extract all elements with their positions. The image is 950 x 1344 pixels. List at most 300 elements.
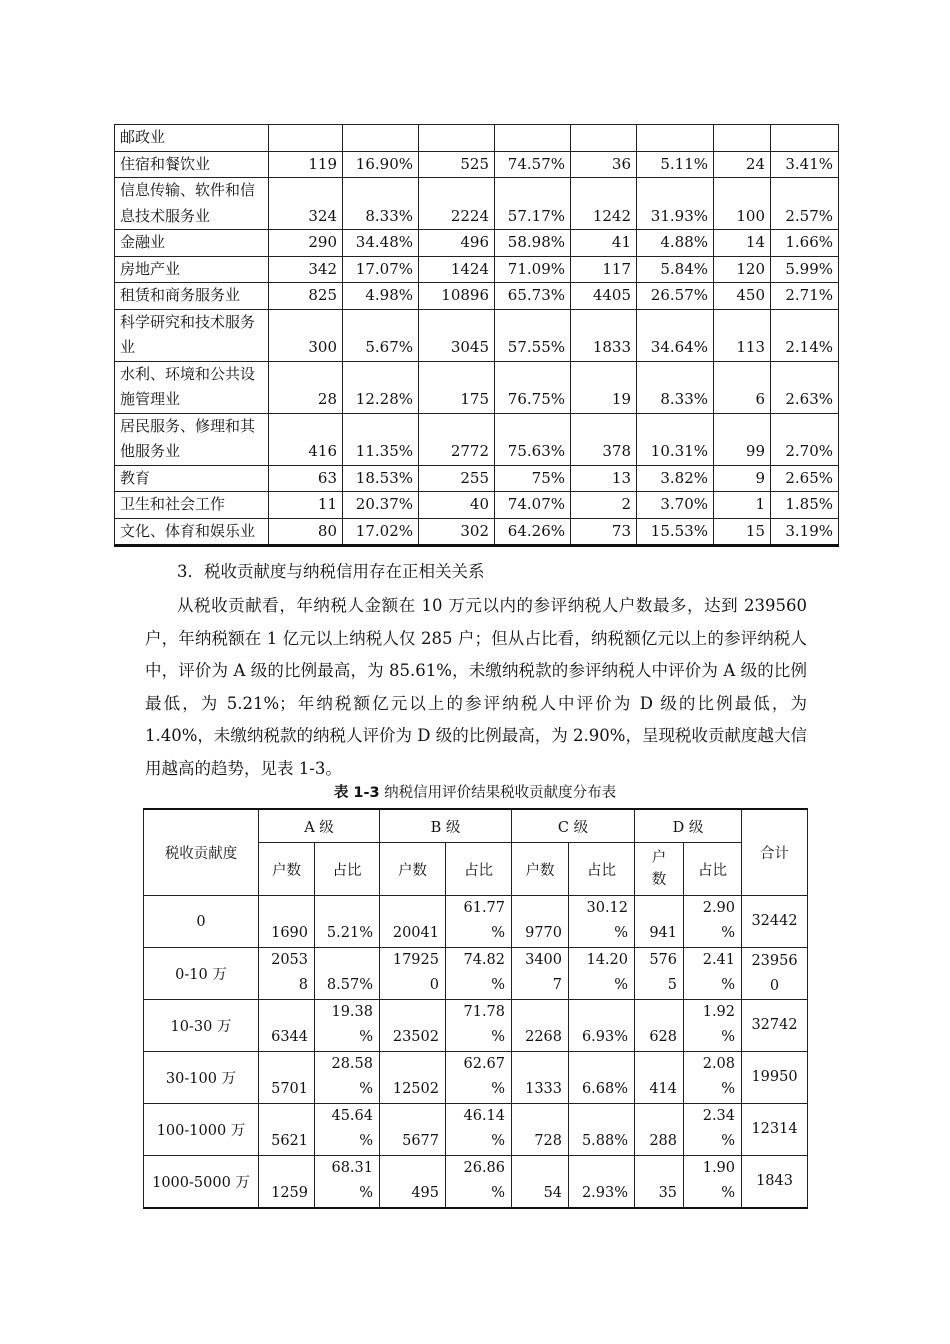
table-cell: 3045 — [419, 309, 495, 361]
table-cell — [259, 1052, 315, 1104]
cell-line: 1.92 — [702, 1004, 736, 1020]
table-cell — [684, 1104, 742, 1156]
cell-line: 28.58 — [331, 1056, 373, 1072]
table-cell: 175 — [419, 361, 495, 413]
cell-content — [263, 1104, 308, 1154]
cell-line: 23502 — [392, 1029, 439, 1045]
table-cell — [259, 896, 315, 948]
cell-content — [639, 1000, 677, 1050]
table-row — [144, 1156, 808, 1209]
table-cell: 1.85% — [771, 492, 839, 519]
table-cell — [684, 948, 742, 1000]
paragraph-text: 从税收贡献看，年纳税人金额在 10 万元以内的参评纳税人户数最多，达到 239560 户，年纳税额在 1 亿元以上纳税人仅 285 户；但从占比看，纳税额亿元以上的参评纳税人中，评价为 A 级的比例最高，为 85.61%，未缴纳税款的参评纳税人中评价为 A 级的比例最低，为 5.21%；年纳税额亿元以上的参评纳税人中评价为 D 级的比例最低，为 1.40%，未缴纳税款的纳税人评价为 D 级的比例最高，为 2.90%，呈现税收贡献度越大信用越高的趋势，见表 1-3。 — [145, 596, 807, 778]
industry-name: 金融业 — [115, 230, 269, 257]
table-row — [115, 178, 839, 230]
table-cell: 31.93% — [637, 178, 714, 230]
table-cell — [569, 1000, 635, 1052]
table-cell — [380, 896, 446, 948]
cell-line: 2.93% — [581, 1185, 629, 1201]
table-cell: 5.11% — [637, 151, 714, 178]
table-cell: 16.90% — [343, 151, 419, 178]
table-cell: 19 — [571, 361, 637, 413]
table-cell — [259, 1156, 315, 1209]
table-row — [144, 896, 808, 948]
cell-content — [516, 896, 562, 946]
industry-credit-table — [114, 124, 839, 547]
table-cell: 34.48% — [343, 230, 419, 257]
cell-content — [573, 896, 628, 946]
table-cell — [635, 1000, 684, 1052]
table-cell: 6 — [714, 361, 771, 413]
table-cell: 2.14% — [771, 309, 839, 361]
table-cell: 41 — [571, 230, 637, 257]
table-row — [144, 948, 808, 1000]
table-row — [115, 125, 839, 152]
table-cell: 15.53% — [637, 518, 714, 546]
cell-line: 54 — [543, 1185, 563, 1201]
table-cell: 1424 — [419, 256, 495, 283]
table-cell — [446, 1000, 512, 1052]
table-cell: 13 — [571, 465, 637, 492]
table-cell — [315, 948, 380, 1000]
cell-line: 2053 — [271, 952, 308, 968]
cell-line: 3400 — [525, 952, 563, 968]
cell-content — [319, 896, 373, 946]
table-cell: 18.53% — [343, 465, 419, 492]
table-row — [115, 309, 839, 361]
cell-line: 628 — [649, 1029, 678, 1045]
industry-table-body — [115, 125, 839, 546]
header-group-b: B 级 — [380, 809, 512, 843]
table-cell — [512, 1052, 569, 1104]
table-cell: 57.55% — [495, 309, 571, 361]
row-total: 12314 — [742, 1104, 808, 1156]
table-row — [115, 256, 839, 283]
cell-line: 68.31 — [331, 1160, 373, 1176]
table-cell — [259, 1104, 315, 1156]
cell-line: 2.90 — [702, 900, 736, 916]
table-cell: 14 — [714, 230, 771, 257]
table-cell — [315, 1000, 380, 1052]
table-cell: 57.17% — [495, 178, 571, 230]
table-cell: 74.07% — [495, 492, 571, 519]
industry-name: 卫生和社会工作 — [115, 492, 269, 519]
table-cell: 255 — [419, 465, 495, 492]
cell-content — [384, 948, 439, 998]
cell-content — [263, 948, 308, 998]
table-cell — [315, 896, 380, 948]
cell-content — [573, 1156, 628, 1206]
row-total: 32742 — [742, 1000, 808, 1052]
table-cell: 3.82% — [637, 465, 714, 492]
table-cell: 496 — [419, 230, 495, 257]
table-cell: 36 — [571, 151, 637, 178]
table-cell — [635, 1052, 684, 1104]
contribution-range: 10-30 万 — [144, 1000, 259, 1052]
cell-content — [319, 1156, 373, 1206]
table-cell — [635, 1104, 684, 1156]
cell-content — [450, 1052, 505, 1102]
cell-line: 1333 — [525, 1081, 563, 1097]
table-row — [115, 151, 839, 178]
table-cell — [684, 1052, 742, 1104]
cell-content — [450, 948, 505, 998]
cell-line: 576 — [649, 952, 678, 968]
table-cell — [571, 125, 637, 152]
industry-name: 科学研究和技术服务业 — [115, 309, 269, 361]
cell-line: % — [721, 925, 736, 941]
table-cell — [259, 948, 315, 1000]
table-cell — [635, 948, 684, 1000]
table-cell — [446, 1052, 512, 1104]
industry-name: 居民服务、修理和其他服务业 — [115, 413, 269, 465]
row-total: 23956 0 — [742, 948, 808, 1000]
table-title: 纳税信用评价结果税收贡献度分布表 — [384, 785, 617, 801]
cell-line: % — [721, 1133, 736, 1149]
cell-line: % — [491, 1185, 506, 1201]
table-cell — [315, 1156, 380, 1209]
cell-line: % — [491, 977, 506, 993]
cell-line: 2.41 — [702, 952, 736, 968]
header-sub: 户 数 — [635, 843, 684, 896]
table-cell: 26.57% — [637, 283, 714, 310]
table-cell — [714, 125, 771, 152]
cell-content — [384, 1104, 439, 1154]
table-cell: 3.19% — [771, 518, 839, 546]
table-cell: 11 — [269, 492, 343, 519]
table-cell: 2224 — [419, 178, 495, 230]
table-cell: 9 — [714, 465, 771, 492]
cell-content — [639, 1156, 677, 1206]
section-heading: 3．税收贡献度与纳税信用存在正相关关系 — [177, 562, 485, 581]
table-cell: 1.66% — [771, 230, 839, 257]
table-cell — [569, 1052, 635, 1104]
table-row — [115, 283, 839, 310]
cell-line: % — [359, 1185, 373, 1201]
table-cell: 5.99% — [771, 256, 839, 283]
table-cell: 1833 — [571, 309, 637, 361]
cell-content — [573, 1052, 628, 1102]
cell-line: 1259 — [271, 1185, 308, 1201]
table-cell: 2.65% — [771, 465, 839, 492]
table-cell: 10896 — [419, 283, 495, 310]
cell-content — [688, 896, 735, 946]
cell-line: 0 — [429, 977, 439, 993]
cell-line: 6344 — [271, 1029, 308, 1045]
table-cell: 74.57% — [495, 151, 571, 178]
table-cell — [684, 1156, 742, 1209]
header-sub: 占比 — [446, 843, 512, 896]
table-cell — [315, 1104, 380, 1156]
table-cell: 40 — [419, 492, 495, 519]
header-sub: 占比 — [684, 843, 742, 896]
cell-content — [516, 1000, 562, 1050]
row-total: 32442 — [742, 896, 808, 948]
industry-name: 教育 — [115, 465, 269, 492]
cell-content — [516, 1052, 562, 1102]
cell-line: 1690 — [271, 925, 308, 941]
table-cell: 5.67% — [343, 309, 419, 361]
header-group-a: A 级 — [259, 809, 380, 843]
cell-content — [384, 1052, 439, 1102]
table-cell — [446, 896, 512, 948]
cell-content — [639, 896, 677, 946]
cell-content — [384, 1156, 439, 1206]
cell-line: 941 — [649, 925, 678, 941]
cell-content — [573, 1104, 628, 1154]
contribution-range: 30-100 万 — [144, 1052, 259, 1104]
table-cell: 324 — [269, 178, 343, 230]
table-cell — [512, 1000, 569, 1052]
cell-content — [319, 1000, 373, 1050]
table-cell: 15 — [714, 518, 771, 546]
table-cell — [684, 1000, 742, 1052]
table-cell: 10.31% — [637, 413, 714, 465]
table-cell: 76.75% — [495, 361, 571, 413]
table-cell: 300 — [269, 309, 343, 361]
cell-line: % — [614, 925, 629, 941]
table-cell — [512, 1104, 569, 1156]
table-row — [115, 492, 839, 519]
cell-content — [639, 948, 677, 998]
table-cell: 58.98% — [495, 230, 571, 257]
cell-line: % — [721, 1185, 736, 1201]
table-cell — [569, 948, 635, 1000]
cell-content — [263, 1156, 308, 1206]
header-sub: 占比 — [569, 843, 635, 896]
cell-content — [263, 1000, 308, 1050]
industry-name: 水利、环境和公共设施管理业 — [115, 361, 269, 413]
table-cell: 2772 — [419, 413, 495, 465]
cell-line: 1.90 — [702, 1160, 736, 1176]
table-cell: 73 — [571, 518, 637, 546]
cell-content — [450, 1000, 505, 1050]
cell-line: 26.86 — [463, 1160, 506, 1176]
cell-line: 20041 — [392, 925, 439, 941]
table-cell — [380, 1104, 446, 1156]
header-sub: 户数 — [512, 843, 569, 896]
cell-content — [450, 1104, 505, 1154]
cell-line: 495 — [411, 1185, 439, 1201]
header-group-c: C 级 — [512, 809, 635, 843]
table-cell: 24 — [714, 151, 771, 178]
table-cell: 2 — [571, 492, 637, 519]
table-row — [144, 1000, 808, 1052]
table-cell: 71.09% — [495, 256, 571, 283]
cell-content — [263, 1052, 308, 1102]
cell-line: % — [491, 1081, 506, 1097]
table-caption — [0, 781, 950, 802]
table-cell — [635, 896, 684, 948]
cell-content — [384, 1000, 439, 1050]
table-cell — [684, 896, 742, 948]
table-cell — [380, 1052, 446, 1104]
table-row — [115, 230, 839, 257]
cell-content — [319, 948, 373, 998]
table-cell — [771, 125, 839, 152]
cell-line: 2268 — [525, 1029, 563, 1045]
cell-line: 17925 — [392, 952, 439, 968]
cell-line: 728 — [534, 1133, 563, 1149]
cell-line: 5677 — [402, 1133, 439, 1149]
table-cell: 1 — [714, 492, 771, 519]
cell-line: 61.77 — [463, 900, 506, 916]
contribution-table-body — [144, 896, 808, 1209]
cell-line: 74.82 — [463, 952, 506, 968]
table-cell: 12.28% — [343, 361, 419, 413]
cell-line: % — [359, 1029, 373, 1045]
cell-content — [639, 1052, 677, 1102]
table-cell: 2.57% — [771, 178, 839, 230]
cell-line: 9770 — [525, 925, 563, 941]
table-cell — [637, 125, 714, 152]
table-cell: 825 — [269, 283, 343, 310]
contribution-range: 0-10 万 — [144, 948, 259, 1000]
cell-line: 46.14 — [463, 1108, 506, 1124]
header-sub: 户数 — [380, 843, 446, 896]
table-cell: 5.84% — [637, 256, 714, 283]
body-paragraph — [145, 590, 807, 785]
table-cell: 3.41% — [771, 151, 839, 178]
cell-content — [688, 1156, 735, 1206]
table-cell: 100 — [714, 178, 771, 230]
header-row-label: 税收贡献度 — [144, 809, 259, 896]
cell-line: % — [721, 1029, 736, 1045]
table-row — [144, 1104, 808, 1156]
table-cell — [569, 896, 635, 948]
cell-content — [688, 948, 735, 998]
table-cell — [269, 125, 343, 152]
table-cell — [380, 1156, 446, 1209]
table-row — [115, 413, 839, 465]
table-cell: 8.33% — [343, 178, 419, 230]
table-cell — [343, 125, 419, 152]
table-cell — [512, 1156, 569, 1209]
table-cell: 2.63% — [771, 361, 839, 413]
cell-line: 288 — [649, 1133, 678, 1149]
table-cell: 75.63% — [495, 413, 571, 465]
table-cell: 525 — [419, 151, 495, 178]
cell-line: 35 — [658, 1185, 678, 1201]
cell-line: 5 — [667, 977, 678, 993]
table-cell: 17.02% — [343, 518, 419, 546]
table-cell — [259, 1000, 315, 1052]
table-cell: 11.35% — [343, 413, 419, 465]
cell-line: % — [614, 977, 629, 993]
cell-content — [516, 948, 562, 998]
cell-content — [573, 948, 628, 998]
cell-line: 30.12 — [586, 900, 629, 916]
table-cell: 450 — [714, 283, 771, 310]
cell-line: 2.34 — [702, 1108, 736, 1124]
industry-name: 文化、体育和娱乐业 — [115, 518, 269, 546]
cell-content — [688, 1104, 735, 1154]
cell-content — [516, 1156, 562, 1206]
table-cell — [446, 1156, 512, 1209]
table-cell — [315, 1052, 380, 1104]
cell-line: 5701 — [271, 1081, 308, 1097]
table-cell: 20.37% — [343, 492, 419, 519]
table-cell: 63 — [269, 465, 343, 492]
table-cell — [380, 948, 446, 1000]
header-sub: 户数 — [259, 843, 315, 896]
table-cell: 120 — [714, 256, 771, 283]
industry-name: 信息传输、软件和信息技术服务业 — [115, 178, 269, 230]
cell-line: 14.20 — [586, 952, 629, 968]
table-cell: 2.71% — [771, 283, 839, 310]
cell-content — [639, 1104, 677, 1154]
table-cell: 17.07% — [343, 256, 419, 283]
cell-content — [450, 1156, 505, 1206]
table-cell — [446, 948, 512, 1000]
table-cell: 113 — [714, 309, 771, 361]
table-cell — [569, 1104, 635, 1156]
table-cell: 4405 — [571, 283, 637, 310]
cell-content — [450, 896, 505, 946]
cell-line: 62.67 — [463, 1056, 506, 1072]
table-cell: 34.64% — [637, 309, 714, 361]
table-cell — [419, 125, 495, 152]
cell-line: 6.68% — [581, 1081, 629, 1097]
contribution-range: 1000-5000 万 — [144, 1156, 259, 1209]
industry-name: 租赁和商务服务业 — [115, 283, 269, 310]
header-total: 合计 — [742, 809, 808, 896]
cell-line: % — [491, 1133, 506, 1149]
cell-content — [688, 1052, 735, 1102]
cell-content — [516, 1104, 562, 1154]
table-cell: 4.88% — [637, 230, 714, 257]
table-row — [115, 465, 839, 492]
table-cell: 28 — [269, 361, 343, 413]
cell-line: 45.64 — [331, 1108, 373, 1124]
table-cell: 378 — [571, 413, 637, 465]
table-cell: 119 — [269, 151, 343, 178]
cell-line: 71.78 — [463, 1004, 506, 1020]
contribution-range: 0 — [144, 896, 259, 948]
cell-line: 19.38 — [331, 1004, 373, 1020]
table-cell: 80 — [269, 518, 343, 546]
cell-line: 8 — [298, 977, 308, 993]
cell-line: 5.21% — [326, 925, 373, 941]
table-cell: 99 — [714, 413, 771, 465]
header-group-d: D 级 — [635, 809, 742, 843]
cell-content — [319, 1104, 373, 1154]
table-cell — [380, 1000, 446, 1052]
table-cell: 65.73% — [495, 283, 571, 310]
table-cell: 117 — [571, 256, 637, 283]
table-number: 表 1-3 — [333, 785, 380, 801]
table-cell: 3.70% — [637, 492, 714, 519]
table-cell: 75% — [495, 465, 571, 492]
table-row — [115, 518, 839, 546]
table-row — [144, 1052, 808, 1104]
table-cell — [635, 1156, 684, 1209]
cell-line: 6.93% — [581, 1029, 629, 1045]
contribution-range: 100-1000 万 — [144, 1104, 259, 1156]
cell-line: % — [491, 1029, 506, 1045]
cell-line: 2.08 — [702, 1056, 736, 1072]
cell-content — [688, 1000, 735, 1050]
cell-line: 12502 — [392, 1081, 439, 1097]
cell-line: % — [721, 977, 736, 993]
table-cell: 290 — [269, 230, 343, 257]
table-cell: 302 — [419, 518, 495, 546]
cell-content — [573, 1000, 628, 1050]
table-cell: 416 — [269, 413, 343, 465]
cell-line: % — [359, 1081, 373, 1097]
industry-name: 房地产业 — [115, 256, 269, 283]
table-cell: 2.70% — [771, 413, 839, 465]
